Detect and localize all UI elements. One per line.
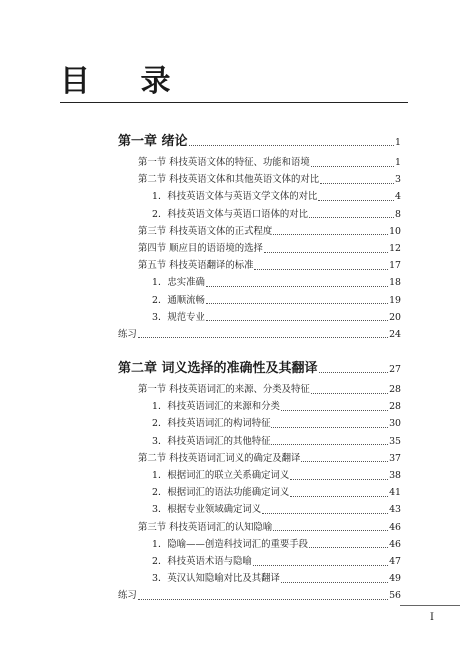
- toc-label: 1．忠实准确: [152, 277, 205, 289]
- toc-label: 第五节 科技英语翻译的标准: [138, 260, 254, 272]
- dot-leader: [290, 478, 388, 480]
- dot-leader: [320, 182, 394, 184]
- dot-leader: [318, 199, 394, 201]
- toc-section-row[interactable]: [118, 154, 401, 171]
- toc-label: 第二节 科技英语词汇词义的确定及翻译: [138, 452, 301, 464]
- toc-page-number: 3: [395, 174, 401, 186]
- dot-leader: [271, 426, 388, 428]
- toc-section-row[interactable]: [118, 171, 401, 188]
- toc-label: 第二章 词义选择的准确性及其翻译: [118, 361, 318, 377]
- toc-page-number: 46: [389, 521, 401, 533]
- toc-label: 1．隐喻——创造科技词汇的重要手段: [152, 538, 308, 550]
- toc-item-row[interactable]: [118, 433, 401, 450]
- toc-section-row[interactable]: [118, 381, 401, 398]
- toc-item-row[interactable]: [118, 274, 401, 291]
- toc-item-row[interactable]: [118, 206, 401, 223]
- toc-page-number: 28: [389, 401, 401, 413]
- toc-page-number: 27: [389, 364, 401, 376]
- dot-leader: [273, 233, 388, 235]
- dot-leader: [189, 144, 395, 146]
- dot-leader: [138, 598, 388, 600]
- toc-label: 第一节 科技英语文体的特征、功能和语境: [138, 157, 310, 168]
- toc-page-number: 18: [389, 277, 401, 289]
- table-of-contents: [118, 130, 401, 605]
- dot-leader: [262, 512, 388, 514]
- toc-page-number: 56: [389, 590, 401, 602]
- toc-label: 1．科技英语词汇的来源和分类: [152, 401, 280, 413]
- toc-label: 2．科技英语术语与隐喻: [152, 555, 252, 567]
- toc-exercise-row[interactable]: [118, 326, 401, 343]
- toc-item-row[interactable]: [118, 309, 401, 326]
- dot-leader: [301, 460, 388, 462]
- toc-label: 第三节 科技英语词汇的认知隐喻: [138, 521, 273, 533]
- dot-leader: [309, 546, 388, 548]
- folio-rule: [400, 605, 460, 606]
- toc-page-number: 8: [395, 208, 401, 220]
- toc-label: 1．根据词汇的联立关系确定词义: [152, 470, 290, 481]
- toc-item-row[interactable]: [118, 188, 401, 205]
- chapter-gap: [118, 343, 401, 357]
- toc-page-number: 47: [389, 555, 401, 567]
- dot-leader: [273, 529, 388, 531]
- dot-leader: [206, 302, 388, 304]
- toc-label: 2．通顺流畅: [152, 294, 205, 306]
- dot-leader: [264, 251, 388, 253]
- dot-leader: [138, 336, 388, 338]
- toc-page-number: 10: [389, 225, 401, 237]
- toc-page-number: 17: [389, 260, 401, 272]
- toc-label: 练习: [118, 590, 137, 602]
- dot-leader: [254, 268, 388, 270]
- toc-page-number: 12: [389, 242, 401, 254]
- toc-item-row[interactable]: [118, 501, 401, 518]
- toc-label: 2．科技英语词汇的构词特征: [152, 418, 271, 430]
- toc-label: 第一章 绪论: [118, 134, 188, 149]
- dot-leader: [281, 409, 388, 411]
- toc-item-row[interactable]: [118, 467, 401, 484]
- toc-label: 2．根据词汇的语法功能确定词义: [152, 487, 290, 499]
- toc-page-number: 19: [389, 294, 401, 306]
- title-rule: [60, 102, 408, 103]
- toc-page-number: 28: [389, 384, 401, 396]
- toc-item-row[interactable]: [118, 398, 401, 415]
- toc-chapter-row[interactable]: [118, 130, 401, 154]
- toc-page-number: 37: [389, 452, 401, 464]
- dot-leader: [206, 285, 388, 287]
- toc-label: 3．根据专业领域确定词义: [152, 504, 262, 516]
- toc-section-row[interactable]: [118, 519, 401, 536]
- toc-page-number: 24: [389, 328, 401, 340]
- dot-leader: [309, 216, 394, 218]
- toc-label: 3．英汉认知隐喻对比及其翻译: [152, 573, 280, 585]
- toc-label: 2．科技英语文体与英语口语体的对比: [152, 208, 308, 220]
- toc-page-number: 46: [389, 538, 401, 550]
- toc-label: 第四节 顺应目的语语境的选择: [138, 242, 263, 254]
- toc-chapter-row[interactable]: [118, 357, 401, 381]
- toc-label: 3．科技英语词汇的其他特征: [152, 435, 271, 447]
- toc-item-row[interactable]: [118, 536, 401, 553]
- toc-page-number: 41: [389, 487, 401, 499]
- toc-item-row[interactable]: [118, 484, 401, 501]
- toc-item-row[interactable]: [118, 553, 401, 570]
- page-number: I: [430, 612, 434, 623]
- toc-exercise-row[interactable]: [118, 587, 401, 604]
- toc-page-number: 4: [395, 191, 401, 203]
- toc-page-number: 49: [389, 573, 401, 585]
- toc-label: 3．规范专业: [152, 311, 205, 323]
- toc-item-row[interactable]: [118, 415, 401, 432]
- toc-section-row[interactable]: [118, 240, 401, 257]
- toc-page-number: 43: [389, 504, 401, 516]
- dot-leader: [206, 319, 388, 321]
- toc-label: 第三节 科技英语文体的正式程度: [138, 225, 273, 237]
- toc-label: 第一节 科技英语词汇的来源、分类及特征: [138, 384, 310, 396]
- toc-item-row[interactable]: [118, 570, 401, 587]
- toc-page-number: 1: [395, 137, 401, 148]
- dot-leader: [271, 443, 388, 445]
- dot-leader: [281, 581, 388, 583]
- dot-leader: [311, 392, 388, 394]
- toc-page-number: 20: [389, 311, 401, 323]
- toc-section-row[interactable]: [118, 450, 401, 467]
- toc-item-row[interactable]: [118, 292, 401, 309]
- toc-page-number: 35: [389, 435, 401, 447]
- dot-leader: [290, 495, 388, 497]
- toc-page-number: 38: [389, 470, 401, 481]
- toc-label: 1．科技英语文体与英语文学文体的对比: [152, 191, 318, 203]
- toc-page-number: 30: [389, 418, 401, 430]
- page-title: 目 录: [60, 64, 191, 99]
- toc-label: 练习: [118, 328, 137, 340]
- dot-leader: [253, 564, 388, 566]
- dot-leader: [319, 371, 389, 373]
- toc-page-number: 1: [395, 157, 401, 168]
- toc-section-row[interactable]: [118, 223, 401, 240]
- dot-leader: [311, 165, 394, 167]
- toc-label: 第二节 科技英语文体和其他英语文体的对比: [138, 174, 320, 186]
- toc-section-row[interactable]: [118, 257, 401, 274]
